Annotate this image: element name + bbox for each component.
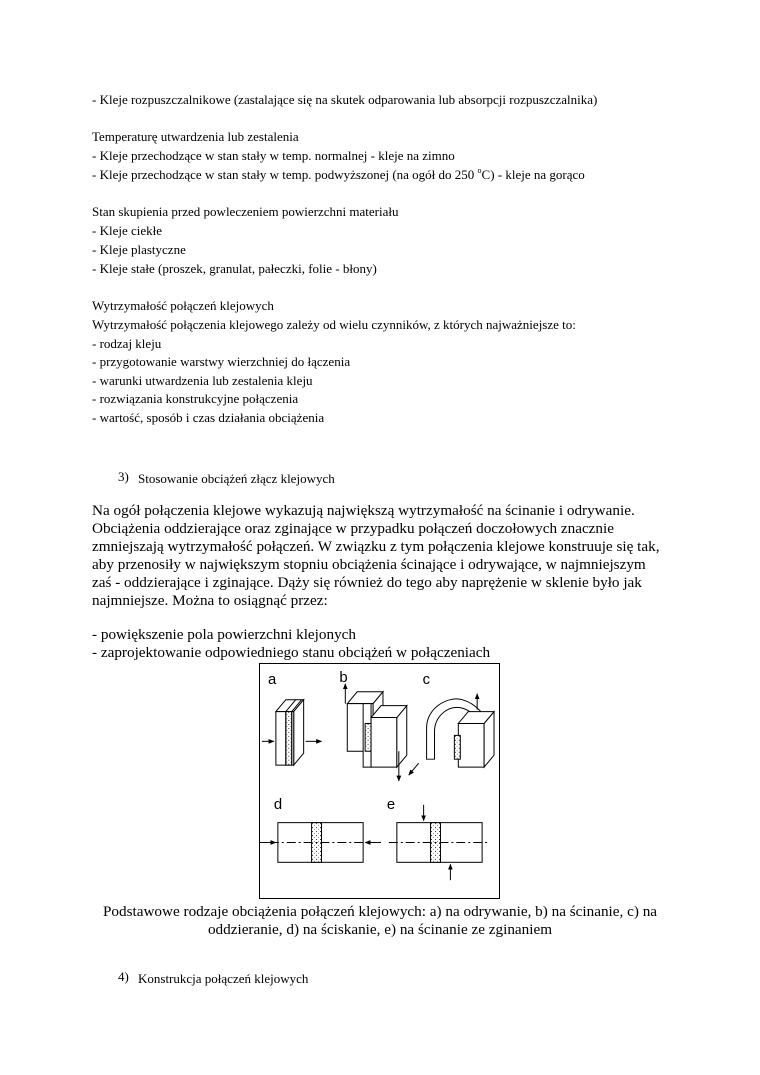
label-d: d: [273, 796, 283, 813]
temperature-item-cold: - Kleje przechodzące w stan stały w temp. normalnej - kleje na zimno: [92, 148, 455, 163]
strength-item: - rodzaj kleju: [92, 336, 162, 351]
temperature-item-hot: [92, 165, 585, 184]
state-heading: Stan skupienia przed powleczeniem powierzchni materiału: [92, 204, 399, 219]
section-4-title: Konstrukcja połączeń klejowych: [138, 971, 309, 986]
label-b: b: [339, 669, 348, 686]
strength-heading: Wytrzymałość połączeń klejowych: [92, 298, 274, 313]
paragraph-line: aby przenosiły w największym stopniu obciążenia ścinające i odrywające, w najmniejszym: [92, 556, 646, 573]
temperature-heading: Temperaturę utwardzenia lub zestalenia: [92, 129, 299, 144]
section-4-number: 4): [118, 969, 129, 984]
strength-item: - przygotowanie warstwy wierzchniej do łączenia: [92, 354, 351, 369]
label-a: a: [267, 671, 277, 688]
figure-caption-line: oddzieranie, d) na ściskanie, e) na ścinanie ze zginaniem: [207, 921, 553, 938]
strength-item: - rozwiązania konstrukcyjne połączenia: [92, 391, 299, 406]
paragraph-line: zaś - oddzierające i zginające. Dąży się również do tego aby naprężenie w sklenie było jak: [92, 574, 642, 591]
section-3-number: 3): [118, 469, 129, 484]
state-item: - Kleje plastyczne: [92, 242, 186, 257]
paragraph-line: Obciążenia oddzierające oraz zginające w przypadku połączeń doczołowych znacznie: [92, 520, 614, 537]
label-e: e: [386, 796, 396, 813]
temperature-item-hot-text: - Kleje przechodzące w stan stały w temp. podwyższonej (na ogół do 250: [92, 167, 478, 182]
joint-d-compression: [260, 823, 381, 863]
state-item: - Kleje ciekłe: [92, 223, 163, 238]
method-item: - zaprojektowanie odpowiedniego stanu obciążeń w połączeniach: [92, 644, 491, 661]
temperature-item-hot-unit: C) - kleje na gorąco: [481, 167, 585, 182]
paragraph-line: Na ogół połączenia klejowe wykazują największą wytrzymałość na ścinanie i odrywanie.: [92, 502, 635, 519]
label-c: c: [422, 671, 431, 688]
paragraph-line: najmniejsze. Można to osiągnąć przez:: [92, 592, 328, 609]
paragraph-line: zmniejszają wytrzymałość połączeń. W związku z tym połączenia klejowe konstruuje się tak,: [92, 538, 660, 555]
joint-b-shear: [345, 684, 406, 781]
joint-c-peel: [409, 694, 494, 775]
degree-sup: o: [477, 166, 482, 175]
strength-item: - warunki utwardzenia lub zestalenia kleju: [92, 373, 313, 388]
strength-item: - wartość, sposób i czas działania obciążenia: [92, 410, 325, 425]
joint-a-tension: [262, 700, 321, 765]
state-item: - Kleje stałe (proszek, granulat, pałeczki, folie - błony): [92, 261, 377, 276]
section-3-title: Stosowanie obciążeń złącz klejowych: [138, 471, 335, 486]
method-item: - powiększenie pola powierzchni klejonych: [92, 626, 357, 643]
solvent-adhesive-item: - Kleje rozpuszczalnikowe (zastalające się na skutek odparowania lub absorpcji rozpuszczalnika): [92, 92, 598, 107]
joint-e-shear-bending: [389, 805, 490, 880]
load-types-diagram: [260, 664, 499, 898]
figure-caption-line: Podstawowe rodzaje obciążenia połączeń klejowych: a) na odrywanie, b) na ścinanie, c) na: [102, 903, 658, 920]
load-types-figure: [259, 663, 500, 899]
strength-intro: Wytrzymałość połączenia klejowego zależy od wielu czynników, z których najważniejsze to:: [92, 317, 576, 332]
